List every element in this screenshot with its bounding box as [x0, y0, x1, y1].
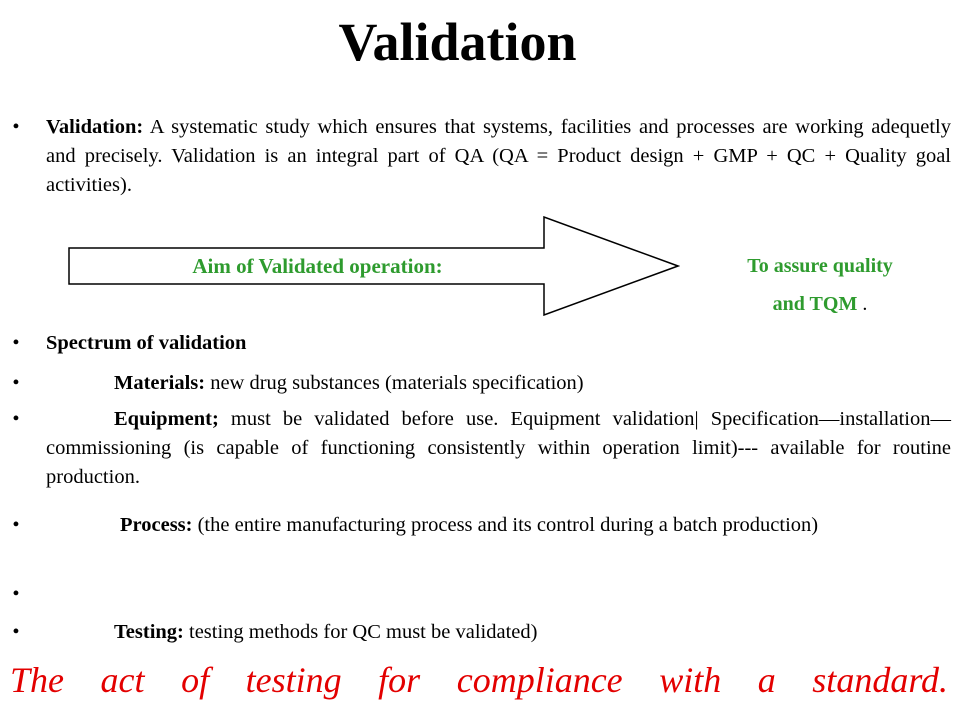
item-term: Process:: [120, 514, 193, 536]
aim-result-line2: and TQM: [772, 293, 858, 315]
bullet-marker: •: [12, 621, 20, 643]
spectrum-item-process: [8, 511, 951, 540]
definition-text: A systematic study which ensures that systems, facilities and processes are working adequetly and precisely. Validation is an integral part of QA (QA = Product design + GMP + QC + Quality goal activities).: [46, 116, 951, 196]
definition-term: Validation:: [46, 116, 144, 138]
aim-label: Aim of Validated operation:: [192, 254, 443, 278]
aim-result-tail: .: [857, 293, 868, 315]
aim-result: [700, 247, 940, 323]
aim-result-line1: To assure quality: [747, 255, 893, 277]
item-text: must be validated before use. Equipment validation| Specification—installation—commissioning (is capable of functioning consistently within operation limit)--- available for routine production.: [46, 408, 951, 488]
spectrum-item-equipment: [8, 405, 951, 492]
bullet-marker: •: [12, 583, 20, 605]
item-text: (the entire manufacturing process and its control during a batch production): [192, 514, 819, 536]
spectrum-item-materials: [8, 369, 951, 398]
page-title: Validation: [338, 12, 577, 72]
item-text: testing methods for QC must be validated): [183, 621, 538, 643]
bullet-marker: •: [12, 408, 20, 430]
footer-definition: The act of testing for compliance with a standard.: [10, 660, 948, 700]
bullet-marker: •: [12, 372, 20, 394]
bullet-marker: •: [12, 332, 20, 354]
item-term: Materials:: [114, 372, 206, 394]
validation-definition: [8, 113, 951, 200]
bullet-marker: •: [12, 514, 20, 536]
bullet-marker: •: [12, 116, 20, 138]
item-term: Equipment;: [114, 408, 219, 430]
item-text: new drug substances (materials specification): [205, 372, 584, 394]
spectrum-item-testing: [8, 618, 951, 647]
spectrum-heading-item: [8, 329, 951, 358]
item-term: Testing:: [114, 621, 184, 643]
spectrum-heading: Spectrum of validation: [46, 332, 247, 354]
